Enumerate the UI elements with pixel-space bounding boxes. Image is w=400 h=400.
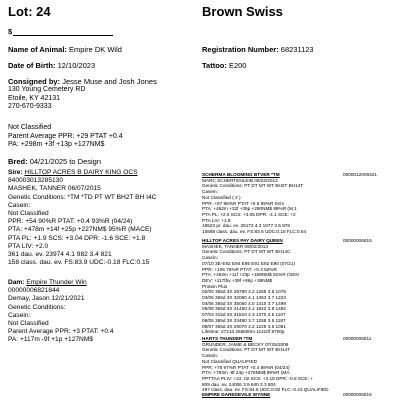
sire-class-daughters: 158 class. dau. ev. FS:83.9 UDC:-0.18 FLC:0.15 — [8, 259, 150, 267]
price-prefix: $ — [8, 27, 13, 36]
sire-name-row — [8, 169, 156, 177]
tattoo-value: E200 — [228, 61, 247, 70]
consigned-row — [8, 77, 157, 86]
sire-pta-pl: PTA PL: +1.9 SCS: +3.04 DPR: -1.6 SCE: +1.8 — [8, 234, 146, 242]
sire-breeder: MASHEK, TANNER 06/07/2015 — [8, 185, 101, 193]
animal-name-row — [8, 45, 122, 54]
pedigree-line: 09/07 365d 3X 29070 4.2 1229 3.6 1061 — [202, 323, 286, 329]
address-line: 130 Young Cemetery RD — [8, 86, 86, 93]
consignor-block — [8, 77, 157, 112]
pedigree-line: PTA: +462m +32f +35p +290NM$ 99%R (M.1 — [202, 206, 297, 212]
dam-sire-name[interactable]: HARTS THUNDER *TM — [202, 336, 253, 341]
dam-dam-reg: 00000006816 — [343, 392, 372, 397]
pedigree-line: 04/06 365d 3X 35060 4.0 1410 3.7 1499 — [202, 300, 286, 306]
bred-label: Bred: — [8, 157, 28, 166]
tattoo-row — [202, 61, 246, 70]
sire-name[interactable]: HILLTOP ACRES B DAIRY KING OCS — [24, 169, 138, 176]
pedigree-line: PPR: +106 76%R PTAT: +0.3 82%R — [202, 266, 277, 272]
pedigree-line: 02/00 365d 3X 29790 4.2 1265 3.6 1076 — [202, 289, 286, 295]
pedigree-sire-sire — [202, 172, 362, 235]
dam-sire-reg: 00000006811 — [343, 336, 372, 341]
sire-ppr: PPR: +54 90%R PTAT: +0.4 93%R (04/24) — [8, 218, 133, 226]
consigned-value: Jesse Muse and Josh Jones — [62, 77, 157, 86]
dam-classification: Not Classified — [8, 320, 49, 328]
sire-dam-name[interactable]: HILLTOP ACRES PAY DAIRY QUEEN — [202, 238, 283, 243]
registration-row — [202, 45, 314, 54]
pedigree-dam-sire — [202, 336, 362, 393]
pedigree-line: PPTTAA PLIV: +22. 02 SCS: +3.18 DPR: -0.8 SCE: + — [202, 375, 313, 381]
dam-casein: Casein: — [8, 311, 31, 319]
sire-genetic-conditions: Genetic Conditions: *TM *TD PT WT BH2T BH I4C — [8, 193, 157, 201]
lot-number: Lot: 24 — [8, 4, 51, 19]
parent-average-block — [8, 124, 123, 150]
phone-number: 270-670-9333 — [8, 103, 52, 111]
pedigree-line: 03/05 365d 3X 32080 4.1 1363 3.7 1223 — [202, 295, 286, 301]
dam-parent-average-production: PA: +117m -9f +1p +127NM$ — [8, 336, 93, 344]
sire-pta: PTA: +478m +14f +25p +227NM$ 95%R (MACE) — [8, 226, 152, 234]
dam-parent-average-ppr: Parent Average PPR: +3 PTAT: +0.4 — [8, 328, 114, 336]
pedigree-line: PTA LIV: +1.8 — [202, 217, 231, 223]
dam-label: Dam: — [8, 279, 25, 286]
pedigree-line: 05/08 365d 3X 41450 4.1 1842 3.8 1492 — [202, 306, 286, 312]
dob-label: Date of Birth: — [8, 61, 56, 70]
dam-name-row — [8, 279, 114, 287]
registration-label: Registration Number: — [202, 45, 279, 54]
dam-name[interactable]: Empire Thunder Win — [26, 279, 87, 286]
parent-average-ppr: Parent Average PPR: +29 PTAT +0.4 — [8, 132, 123, 140]
pedigree-line: Protein Plus — [202, 283, 228, 289]
pedigree-line: MASHEK, TANNER 09/02/2013 — [202, 243, 269, 249]
tattoo-label: Tattoo: — [202, 61, 227, 70]
sire-dam-reg: 00000006815 — [343, 238, 372, 243]
pedigree-line: DEV: +117fbv +39f +86p +38NM$ — [202, 277, 273, 283]
pedigree-line: PPR: +75 97%R PTAT +0.4 98%R (04/24) — [202, 364, 290, 370]
parent-average-production: PA: +298m +3f +13p +127NM$ — [8, 141, 105, 149]
pedigree-line: Lifetime: 2721d 265600m 11410f 9700p — [202, 329, 285, 335]
pedigree-line: 07/10 3E-E92 E94 E95 E91 E92 E90 (07/21) — [202, 260, 296, 266]
animal-name-value: Empire DK Wild — [69, 45, 122, 54]
pedigree-line: MARC SCHERTENLEIB 09/22/2012 — [202, 177, 278, 183]
dam-dam-name[interactable]: EMPIRE DAREDEVILE WYNNE — [202, 392, 271, 397]
pedigree-line: Genetic Conditions: PT DT MT WT BH14T — [202, 347, 290, 353]
dam-breeder: Demay, Jason 12/21/2021 — [8, 295, 85, 303]
pedigree-line: PTA: +482m +11f +23p +168NM$ 91%R (GEN — [202, 272, 299, 278]
pedigree-line: PTA PL: +2.0 SCS: +3.05 DPR: -4.1 SCE: +2 — [202, 211, 296, 217]
breed-title: Brown Swiss — [202, 4, 283, 19]
dob-row — [8, 61, 95, 70]
sire-sire-reg: 0000012009421 — [343, 172, 377, 177]
registration-value: 68231123 — [280, 45, 314, 54]
pedigree-line: 07/03 315d 3X 31810 4.3 1370 3.5 1107 — [202, 312, 286, 318]
sire-label: Sire: — [8, 169, 23, 176]
pedigree-line: 08/05 365d 3X 33480 3.7 1258 3.5 1187 — [202, 317, 286, 323]
pedigree-line: Casein: — [202, 353, 218, 359]
sire-block — [8, 169, 156, 267]
sire-daughters: 361 dau. ev. 23974 4.1 982 3.4 821 — [8, 251, 112, 259]
pedigree-line: 18523 pr. dau. ev. 25172 4.3 1077 3.5 876 — [202, 223, 291, 229]
dob-value: 12/10/2023 — [57, 61, 96, 70]
pedigree-line: 497 class. dau. ev. FS:84.6 UDC:0.92 FLC:-0.43 QUALIFIED — [202, 387, 329, 393]
bred-row — [8, 157, 101, 166]
sire-reg-number: 840003013285130 — [8, 177, 64, 185]
pedigree-line: Casein: — [202, 255, 218, 261]
pedigree-line: PTA: +793m -8f 24p +278NM$ 99%R (MA — [202, 370, 290, 376]
pedigree-line: Not Classified ( 2 ) — [202, 194, 241, 200]
pedigree-line: 10668 class. dau. ev. FS:83.6 UDC:0.18 FLC:0.64 — [202, 229, 307, 235]
bred-value: 04/21/2025 to Design — [29, 157, 101, 166]
classification: Not Classified — [8, 124, 52, 131]
sire-pta-liv: PTA LIV: +2.0 — [8, 242, 49, 250]
pedigree-line: Genetic Conditions: PT DT MT WT BH14C — [202, 249, 291, 255]
pedigree-line: GRUNDER, JAMIE & BECKY 07/25/2008 — [202, 341, 289, 347]
pedigree-line: Not Classified QUALIFIED — [202, 358, 257, 364]
sire-classification: Not Classified — [8, 210, 49, 218]
sire-sire-name[interactable]: SCHERMA BLOOMING BTVER *TM — [202, 172, 280, 177]
consigned-label: Consigned by: — [8, 77, 61, 86]
animal-name-label: Name of Animal: — [8, 45, 67, 54]
pedigree-line: PPR: +87 96%R PTAT +0.5 99%R 04/4 — [202, 200, 284, 206]
dam-reg-number: 00000006821844 — [8, 287, 60, 295]
pedigree-line: Genetic Conditions: PT DT MT WT BH2T BH14T — [202, 183, 304, 189]
sire-casein: Casein: — [8, 201, 31, 209]
pedigree-line: Casein: — [202, 189, 218, 195]
pedigree-sire-dam — [202, 238, 362, 335]
dam-block — [8, 279, 114, 345]
consignor-address — [8, 86, 157, 112]
dam-genetic-conditions: Genetic Conditions: — [8, 303, 66, 311]
address-line: Etoile, KY 42131 — [8, 94, 61, 102]
pedigree-line: 809 dau. ev. 24006 3.9 940 3.3 804 — [202, 381, 276, 387]
price-blank-line[interactable] — [13, 35, 113, 36]
